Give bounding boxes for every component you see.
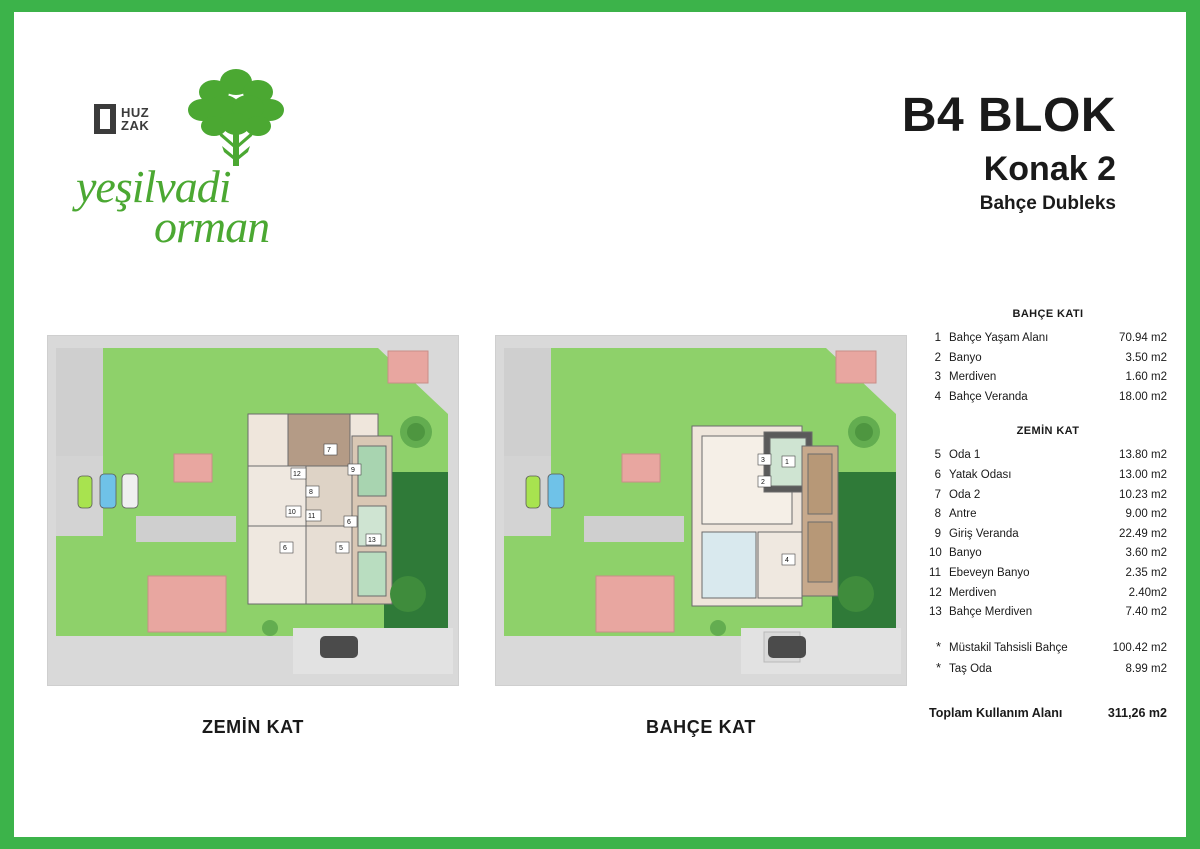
unit-title: Konak 2 — [983, 150, 1116, 188]
legend-row-number: 6 — [934, 468, 941, 481]
legend-row-area: 70.94 m2 — [1119, 332, 1167, 344]
svg-text:12: 12 — [293, 471, 301, 478]
legend-row-name: Müstakil Tahsisli Bahçe — [949, 641, 1068, 654]
legend-row-number: 11 — [929, 566, 941, 579]
legend-row-area: 7.40 m2 — [1125, 606, 1167, 619]
brand-name-line1: yeşilvadi — [76, 161, 231, 212]
svg-text:9: 9 — [351, 467, 355, 474]
plan-caption-bahce: BAHÇE KAT — [645, 717, 757, 737]
legend-row-number: 7 — [934, 488, 941, 501]
legend-row-name: Giriş Veranda — [949, 527, 1019, 540]
svg-text:13: 13 — [368, 537, 376, 544]
floor-plan-bahce-kat — [495, 335, 907, 686]
legend-row — [929, 446, 1167, 466]
legend-row-name: Banyo — [949, 351, 982, 364]
poster-sheet — [14, 12, 1186, 837]
legend-row — [929, 329, 1167, 349]
legend-row-area: 18.00 m2 — [1119, 390, 1167, 403]
legend-row-area: 13.80 m2 — [1119, 449, 1167, 462]
legend-row-name: Oda 1 — [949, 449, 981, 462]
legend-row-area: 3.50 m2 — [1125, 351, 1167, 364]
brand-logo — [76, 52, 376, 252]
tree-icon — [176, 52, 296, 170]
legend-row — [929, 544, 1167, 564]
floor-plan-zemin-kat — [47, 335, 459, 686]
legend-row — [929, 466, 1167, 486]
total-area-label: Toplam Kullanım Alanı — [929, 705, 1063, 720]
legend-row-area: 2.40m2 — [1128, 586, 1167, 599]
svg-text:2: 2 — [761, 479, 765, 486]
svg-text:3: 3 — [761, 457, 765, 464]
legend-row-area: 1.60 m2 — [1125, 371, 1167, 384]
legend-row-number: 10 — [929, 547, 942, 560]
legend-row — [929, 525, 1167, 545]
legend-row — [929, 584, 1167, 604]
legend-row — [929, 349, 1167, 369]
svg-text:7: 7 — [327, 447, 331, 454]
legend-row-number: 9 — [934, 527, 941, 540]
legend-extras — [929, 637, 1167, 680]
header-titles — [902, 90, 1116, 216]
huzzak-line2: ZAK — [121, 118, 150, 133]
legend-row-area: 22.49 m2 — [1119, 527, 1167, 540]
legend-panel — [929, 308, 1167, 720]
legend-row-name: Oda 2 — [949, 488, 981, 501]
svg-text:4: 4 — [785, 557, 789, 564]
huzzak-mark-icon — [94, 104, 116, 134]
legend-row-name: Yatak Odası — [949, 468, 1012, 481]
legend-row-area: 10.23 m2 — [1119, 488, 1167, 501]
legend-row-number: 12 — [929, 586, 942, 599]
legend-row-area: 13.00 m2 — [1119, 468, 1167, 481]
huzzak-badge — [94, 104, 149, 134]
legend-row-name: Bahçe Veranda — [949, 390, 1028, 403]
plan-caption-zemin: ZEMİN KAT — [201, 717, 305, 737]
legend-row — [929, 388, 1167, 408]
legend-row-name: Merdiven — [949, 586, 997, 599]
legend-row — [929, 564, 1167, 584]
svg-text:5: 5 — [339, 545, 343, 552]
svg-text:10: 10 — [288, 509, 296, 516]
legend-row — [929, 368, 1167, 388]
brand-name-line2: orman — [154, 201, 270, 252]
total-area-row — [929, 706, 1167, 720]
unit-type: Bahçe Dubleks — [979, 193, 1116, 214]
legend-row-area: 100.42 m2 — [1112, 641, 1167, 654]
legend-row — [929, 486, 1167, 506]
legend-row-number: * — [935, 660, 941, 676]
legend-row-name: Taş Oda — [949, 663, 992, 676]
legend-row-number: 5 — [934, 449, 941, 462]
legend-row-area: 9.00 m2 — [1125, 508, 1167, 521]
legend-row — [929, 637, 1167, 659]
legend-row-number: 13 — [929, 606, 942, 619]
legend-row-name: Bahçe Merdiven — [949, 606, 1033, 619]
total-area-value: 311,26 m2 — [1107, 705, 1167, 720]
huzzak-line1: HUZ — [121, 105, 150, 120]
legend-row-number: 4 — [934, 390, 941, 403]
legend-section-title-zemin: ZEMİN KAT — [1016, 425, 1080, 438]
legend-row-number: * — [935, 638, 941, 654]
legend-row-name: Banyo — [949, 547, 982, 560]
legend-row-name: Merdiven — [949, 371, 997, 384]
legend-row-area: 8.99 m2 — [1125, 663, 1167, 676]
legend-row-number: 3 — [934, 371, 941, 384]
legend-row-name: Bahçe Yaşam Alanı — [949, 332, 1049, 344]
legend-row — [929, 603, 1167, 623]
svg-text:1: 1 — [785, 459, 789, 466]
legend-section-title-bahce: BAHÇE KATI — [1012, 308, 1084, 320]
svg-text:6: 6 — [283, 545, 287, 552]
svg-text:8: 8 — [309, 489, 313, 496]
legend-row-area: 2.35 m2 — [1125, 566, 1167, 579]
svg-text:6: 6 — [347, 519, 351, 526]
legend-row-area: 3.60 m2 — [1125, 547, 1167, 560]
legend-row-number: 8 — [934, 508, 941, 521]
legend-row-number: 2 — [934, 351, 941, 364]
legend-row-number: 1 — [934, 332, 941, 344]
svg-text:11: 11 — [308, 513, 316, 520]
legend-row — [929, 658, 1167, 680]
legend-row-name: Antre — [949, 508, 977, 521]
block-title: B4 BLOK — [901, 89, 1116, 142]
legend-row — [929, 505, 1167, 525]
legend-row-name: Ebeveyn Banyo — [949, 566, 1030, 579]
